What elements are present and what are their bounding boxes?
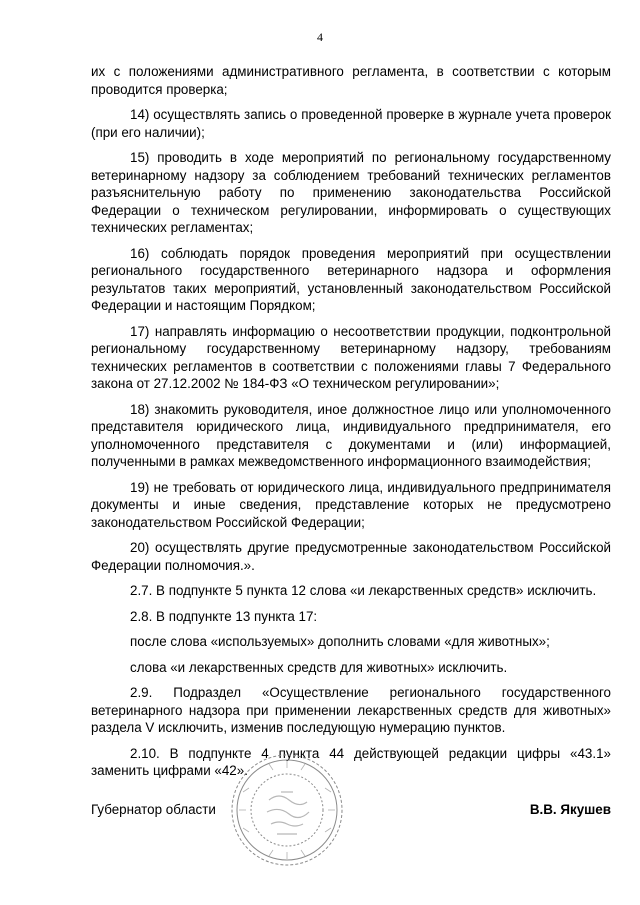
- paragraph: 20) осуществлять другие предусмотренные законодательством Российской Федерации полномочия.».: [91, 540, 611, 573]
- paragraph: слова «и лекарственных средств для животных» исключить.: [130, 659, 508, 675]
- paragraph: 17) направлять информацию о несоответствии продукции, подконтрольной региональному государственному ветеринарному надзору, требованиям технических регламентов в соответствии с положениями главы 7 Федерального закона от 27.12.2002 № 184-ФЗ «О техническом регулировании»;: [91, 323, 611, 391]
- paragraph: 16) соблюдать порядок проведения мероприятий при осуществлении регионального государственного ветеринарного надзора и оформления результатов таких мероприятий, установленный законодательством Российской Федерации и настоящим Порядком;: [91, 245, 611, 313]
- paragraph: 2.9. Подраздел «Осуществление регионального государственного ветеринарного надзора при применении лекарственных средств для животных» раздела V исключить, изменив последующую нумерацию пунктов.: [91, 685, 611, 735]
- paragraph: 2.8. В подпункте 13 пункта 17:: [130, 608, 318, 624]
- paragraph: после слова «используемых» дополнить словами «для животных»;: [130, 634, 550, 649]
- signer-name: В.В. Якушев: [529, 802, 611, 817]
- paragraph: их с положениями административного регламента, в соответствии с которым проводится проверка;: [91, 64, 611, 97]
- paragraph: 2.10. В подпункте 4 пункта 44 действующей редакции цифры «43.1» заменить цифрами «42».: [91, 745, 611, 778]
- paragraph: 15) проводить в ходе мероприятий по региональному государственному ветеринарному надзору за соблюдением требований технических регламентов разъяснительную работу по применению законодательства Российской Федерации о техническом регулировании, информировать о существующих технических регламентах;: [91, 150, 611, 235]
- paragraph: 14) осуществлять запись о проведенной проверке в журнале учета проверок (при его наличии);: [91, 107, 611, 140]
- document-body: [91, 63, 611, 788]
- signer-title: Губернатор области: [91, 802, 216, 817]
- signature-block: [91, 798, 611, 822]
- paragraph: 18) знакомить руководителя, иное должностное лицо или уполномоченного представителя юридического лица, индивидуального предпринимателя, его уполномоченного представителя с документами и (или) информацией, полученными в рамках межведомственного информационного взаимодействия;: [91, 401, 611, 469]
- paragraph: 19) не требовать от юридического лица, индивидуального предпринимателя документы и иные сведения, представление которых не предусмотрено законодательством Российской Федерации;: [91, 479, 611, 530]
- page-number: 4: [317, 30, 323, 44]
- paragraph: 2.7. В подпункте 5 пункта 12 слова «и лекарственных средств» исключить.: [130, 583, 597, 598]
